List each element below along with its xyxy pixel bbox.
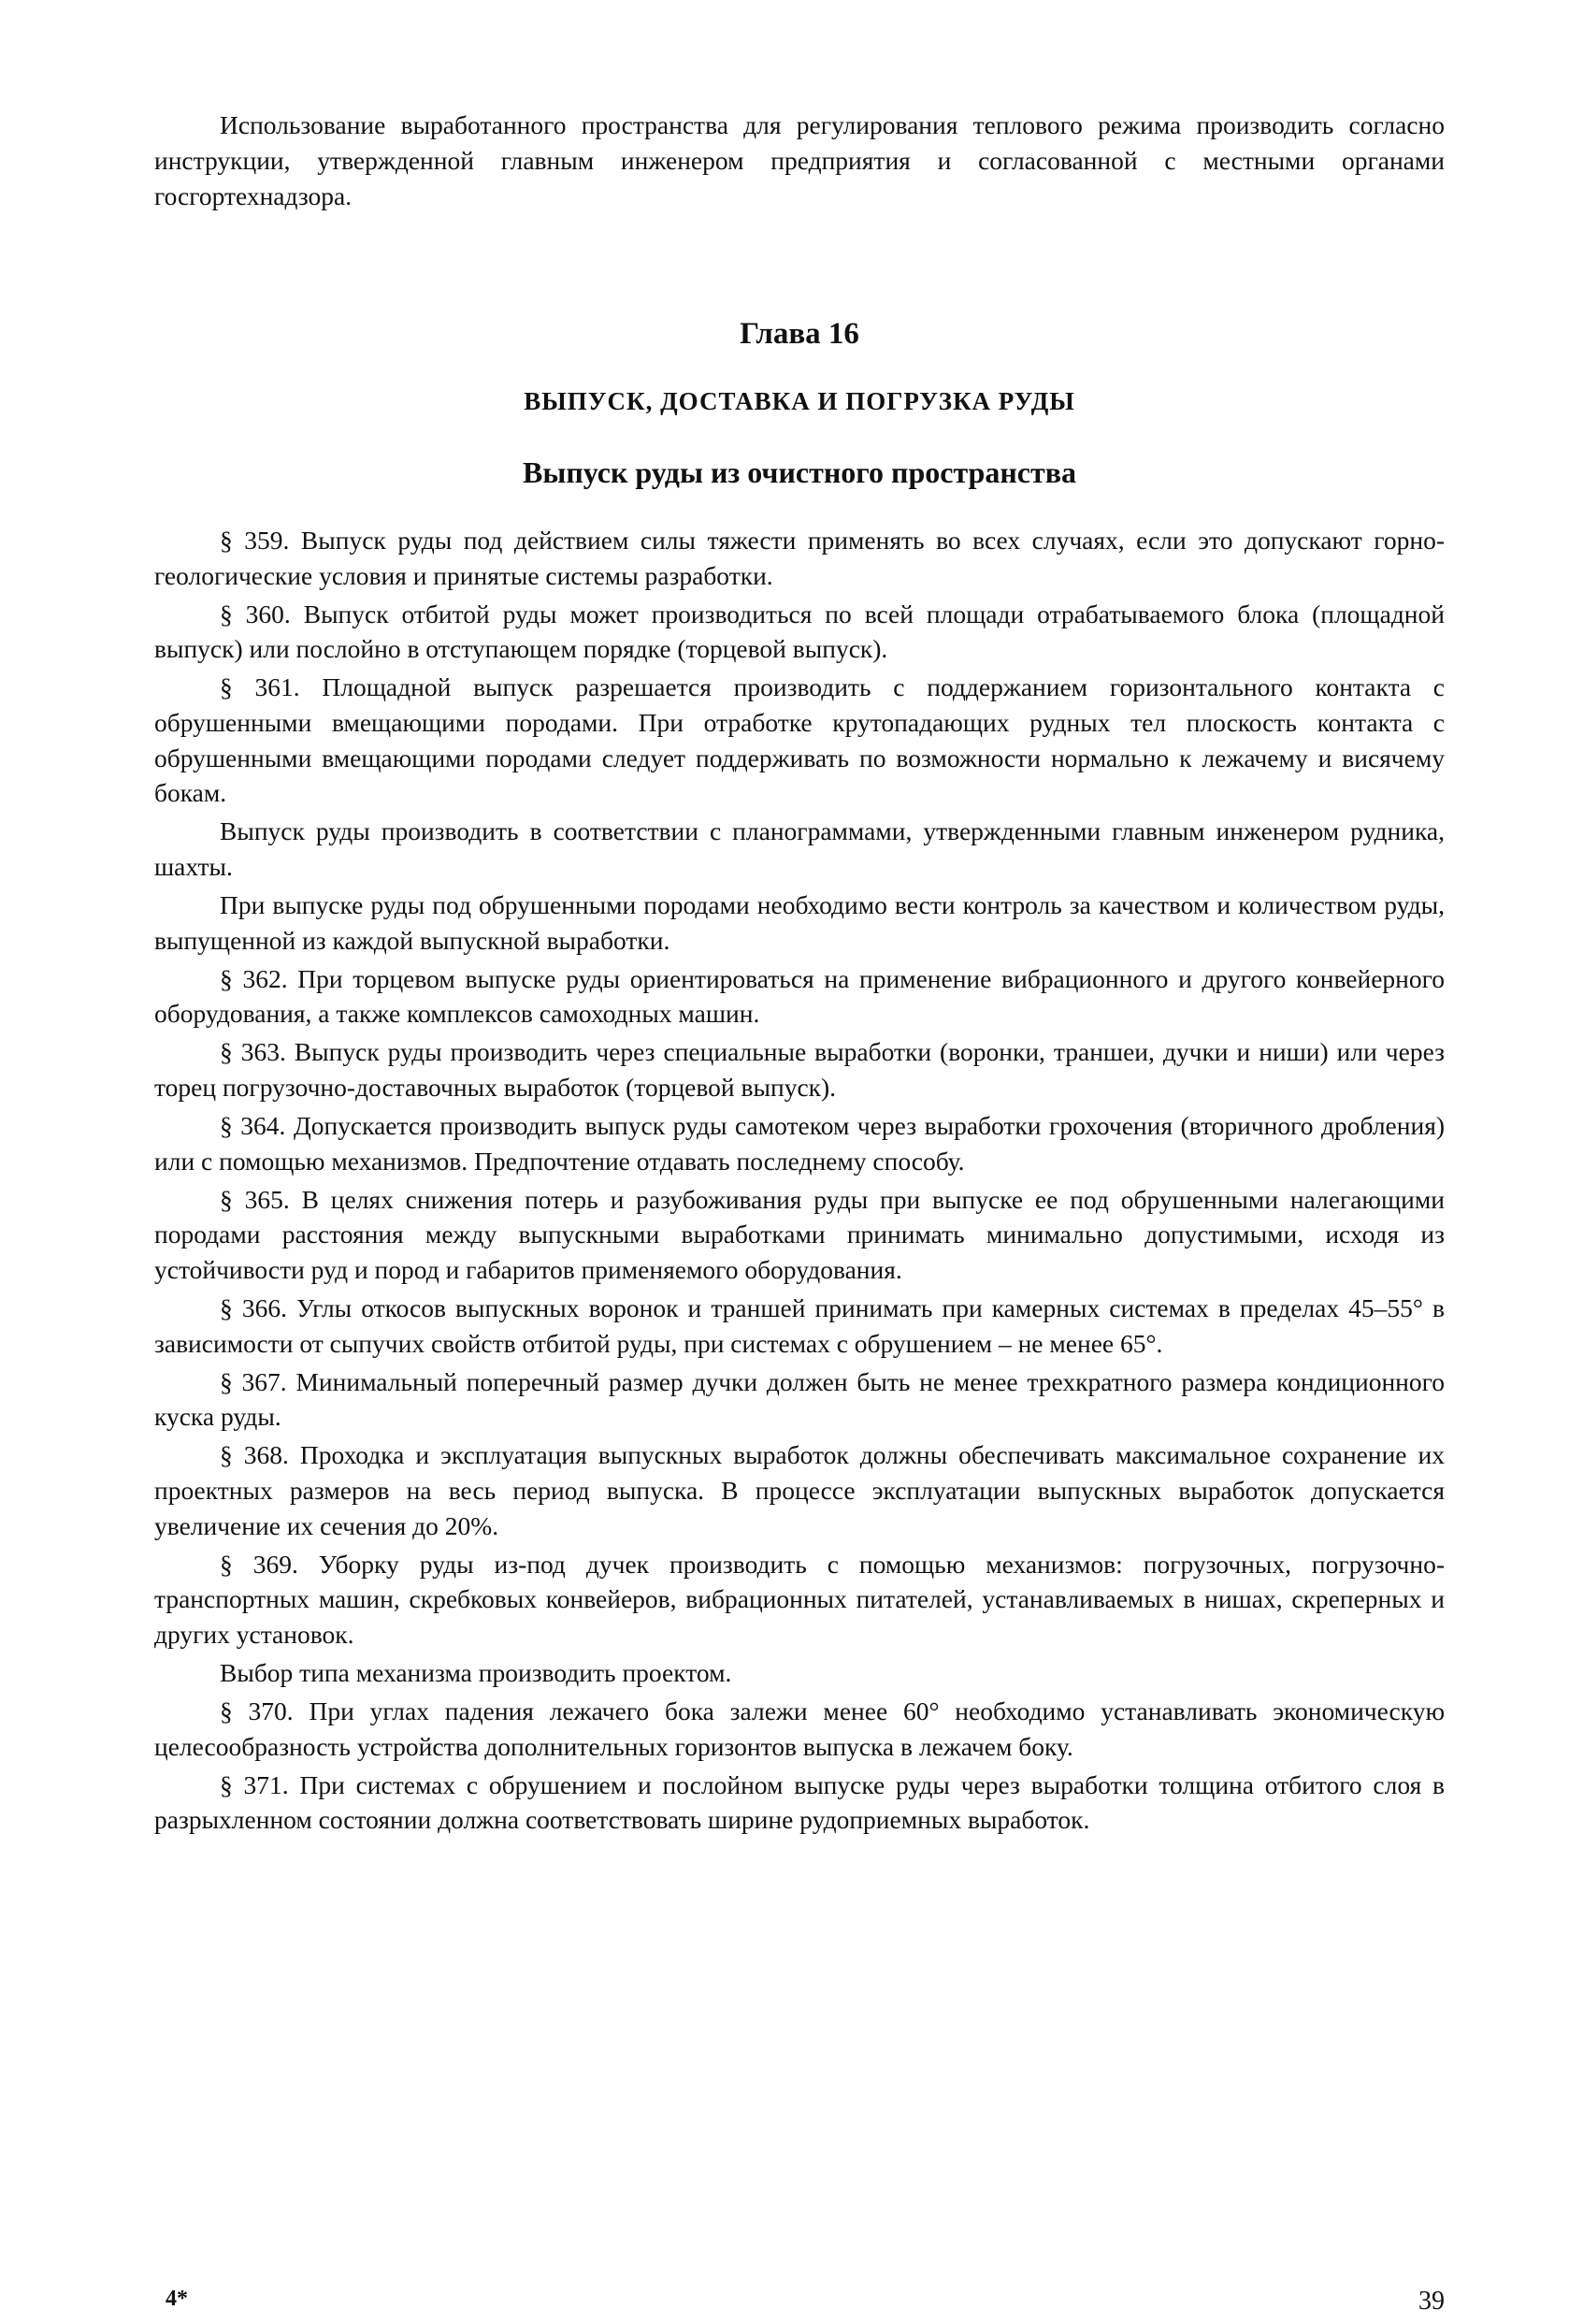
section-title: Выпуск руды из очистного пространства	[523, 455, 1076, 489]
paragraph-361-control: При выпуске руды под обрушенными породами необходимо вести контроль за качеством и количеством руды, выпущенной из каждой выпускной выработки.	[154, 889, 1445, 955]
paragraph-365: § 365. В целях снижения потерь и разубоживания руды при выпуске ее под обрушенными налегающими породами расстояния между выпускными выработками принимать минимально допустимыми, исходя из устойчивости руд и пород и габаритов применяемого оборудования.	[154, 1184, 1445, 1284]
paragraph-366: § 366. Углы откосов выпускных воронок и траншей принимать при камерных системах в пределах 45–55° в зависимости от сыпучих свойств отбитой руды, при системах с обрушением – не менее 65°.	[154, 1292, 1445, 1358]
paragraph-364: § 364. Допускается производить выпуск руды самотеком через выработки грохочения (вторичного дробления) или с помощью механизмов. Предпочтение отдавать последнему способу.	[154, 1111, 1445, 1176]
chapter-heading: Глава 16	[740, 317, 859, 351]
paragraph-361: § 361. Площадной выпуск разрешается производить с поддержанием горизонтального контакта с обрушенными вмещающими породами. При отработке крутопадающих рудных тел плоскость контакта с обрушенными вмещающими породами следует поддерживать по возможности нормально к лежачему и висячему бокам.	[154, 672, 1445, 808]
page-number: 39	[1418, 2287, 1445, 2316]
paragraph-370: § 370. При углах падения лежачего бока залежи менее 60° необходимо устанавливать экономическую целесообразность устройства дополнительных горизонтов выпуска в лежачем боку.	[154, 1696, 1445, 1761]
paragraph-367: § 367. Минимальный поперечный размер дучки должен быть не менее трехкратного размера кондиционного куска руды.	[154, 1366, 1445, 1432]
signature-mark: 4*	[166, 2287, 188, 2311]
body-text	[154, 523, 1445, 1838]
paragraph-361-planograms: Выпуск руды производить в соответствии с планограммами, утвержденными главным инженером рудника, шахты.	[154, 816, 1445, 881]
paragraph-362: § 362. При торцевом выпуске руды ориентироваться на применение вибрационного и другого конвейерного оборудования, а также комплексов самоходных машин.	[154, 963, 1445, 1029]
paragraph-371: § 371. При системах с обрушением и послойном выпуске руды через выработки толщина отбитого слоя в разрыхленном состоянии должна соответствовать ширине рудоприемных выработок.	[154, 1769, 1445, 1835]
page-content	[154, 108, 1445, 2316]
paragraph-369-mechanism: Выбор типа механизма производить проектом.	[220, 1657, 732, 1687]
part-title: ВЫПУСК, ДОСТАВКА И ПОГРУЗКА РУДЫ	[524, 387, 1075, 415]
paragraph-360: § 360. Выпуск отбитой руды может производиться по всей площади отрабатываемого блока (площадной выпуск) или послойно в отступающем порядке (торцевой выпуск).	[154, 599, 1445, 664]
paragraph-359: § 359. Выпуск руды под действием силы тяжести применять во всех случаях, если это допускают горно-геологические условия и принятые системы разработки.	[154, 526, 1445, 590]
paragraph-363: § 363. Выпуск руды производить через специальные выработки (воронки, траншеи, дучки и ниши) или через торец погрузочно-доставочных выработок (торцевой выпуск).	[154, 1037, 1445, 1102]
page-footer	[154, 2287, 1445, 2324]
intro-paragraph: Использование выработанного пространства для регулирования теплового режима производить согласно инструкции, утвержденной главным инженером предприятия и согласованной с местными органами госгортехнадзора.	[154, 110, 1445, 210]
paragraph-369: § 369. Уборку руды из-под дучек производить с помощью механизмов: погрузочных, погрузочно-транспортных машин, скребковых конвейеров, вибрационных питателей, устанавливаемых в нишах, скреперных и других установок.	[154, 1549, 1445, 1649]
paragraph-368: § 368. Проходка и эксплуатация выпускных выработок должны обеспечивать максимальное сохранение их проектных размеров на весь период выпуска. В процессе эксплуатации выпускных выработок допускается увеличение их сечения до 20%.	[154, 1440, 1445, 1540]
